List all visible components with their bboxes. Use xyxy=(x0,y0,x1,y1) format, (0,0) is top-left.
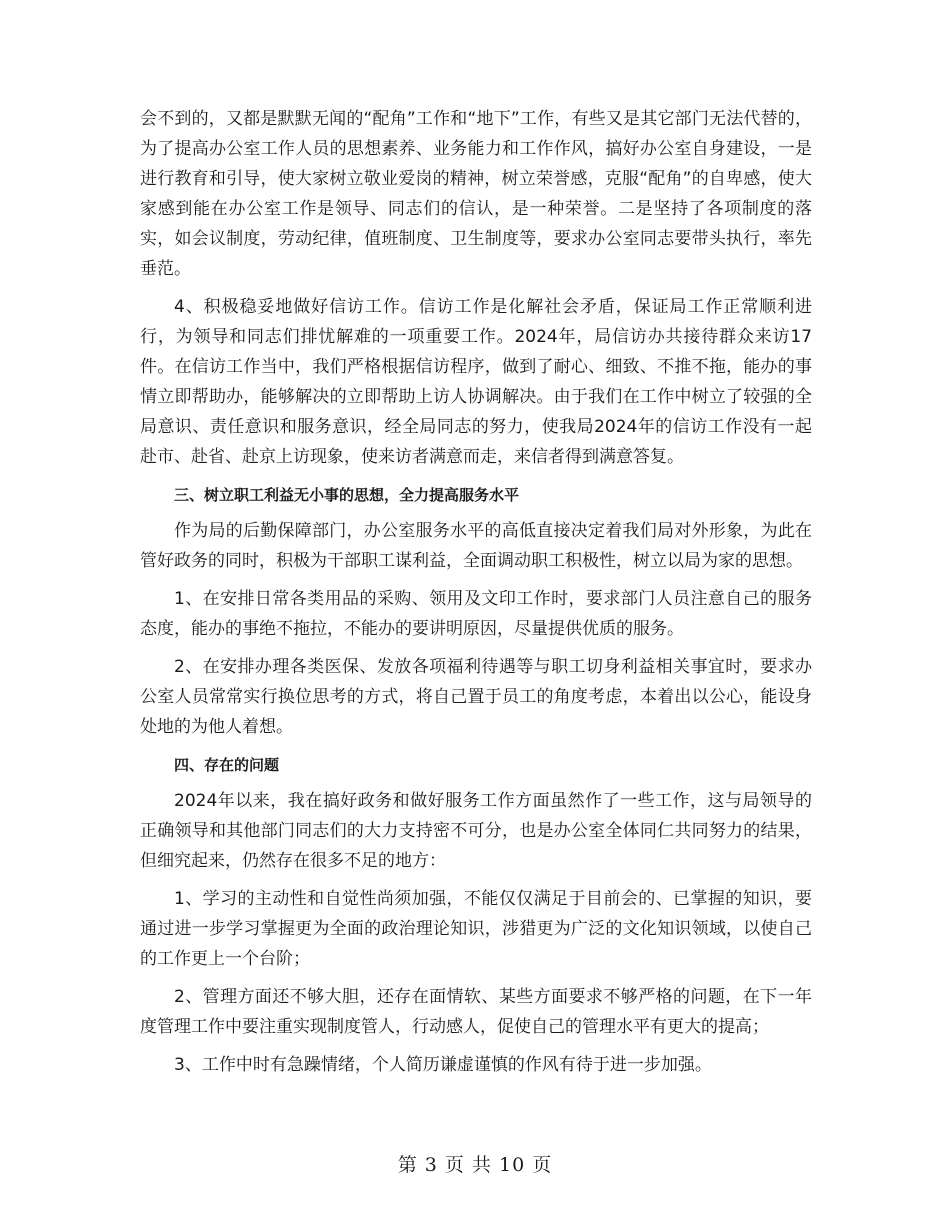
paragraph-section-4-item-1: 1、学习的主动性和自觉性尚须加强，不能仅仅满足于目前会的、已掌握的知识，要通过进一步学习掌握更为全面的政治理论知识，涉猎更为广泛的文化知识领域，以使自己的工作更上一个台阶； xyxy=(140,889,812,969)
paragraph-section-4-item-3: 3、工作中时有急躁情绪，个人简历谦虚谨慎的作风有待于进一步加强。 xyxy=(174,1055,712,1075)
paragraph-section-4-item-2: 2、管理方面还不够大胆，还存在面情软、某些方面要求不够严格的问题，在下一年度管理工作中要注重实现制度管人，行动感人，促使自己的管理水平有更大的提高； xyxy=(140,987,812,1037)
paragraph-section-3-intro: 作为局的后勤保障部门，办公室服务水平的高低直接决定着我们局对外形象，为此在管好政务的同时，积极为干部职工谋利益，全面调动职工积极性，树立以局为家的思想。 xyxy=(140,521,812,571)
paragraph-section-4-intro: 2024年以来，我在搞好政务和做好服务工作方面虽然作了一些工作，这与局领导的正确领导和其他部门同志们的大力支持密不可分，也是办公室全体同仁共同努力的结果，但细究起来，仍然存在很多不足的地方： xyxy=(140,791,812,871)
document-body xyxy=(140,104,812,1088)
page-number-footer: 第 3 页 共 10 页 xyxy=(397,1154,553,1176)
paragraph-intro: 会不到的，又都是默默无闻的“配角”工作和“地下”工作，有些又是其它部门无法代替的，为了提高办公室工作人员的思想素养、业务能力和工作作风，搞好办公室自身建设，一是进行教育和引导，使大家树立敬业爱岗的精神，树立荣誉感，克服“配角”的自卑感，使大家感到能在办公室工作是领导、同志们的信认，是一种荣誉。二是坚持了各项制度的落实，如会议制度，劳动纪律，值班制度、卫生制度等，要求办公室同志要带头执行，率先垂范。 xyxy=(140,109,812,279)
section-heading-4: 四、存在的问题 xyxy=(174,756,280,774)
section-heading-3: 三、树立职工利益无小事的思想，全力提高服务水平 xyxy=(174,486,520,504)
paragraph-item-4-petitions: 4、积极稳妥地做好信访工作。信访工作是化解社会矛盾，保证局工作正常顺利进行，为领导和同志们排忧解难的一项重要工作。2024年，局信访办共接待群众来访17件。在信访工作当中，我们严格根据信访程序，做到了耐心、细致、不推不拖，能办的事情立即帮助办，能够解决的立即帮助上访人协调解决。由于我们在工作中树立了较强的全局意识、责任意识和服务意识，经全局同志的努力，使我局2024年的信访工作没有一起赴市、赴省、赴京上访现象，使来访者满意而走，来信者得到满意答复。 xyxy=(140,297,812,467)
paragraph-section-3-item-1: 1、在安排日常各类用品的采购、领用及文印工作时，要求部门人员注意自己的服务态度，能办的事绝不拖拉，不能办的要讲明原因，尽量提供优质的服务。 xyxy=(140,589,812,639)
paragraph-section-3-item-2: 2、在安排办理各类医保、发放各项福利待遇等与职工切身利益相关事宜时，要求办公室人员常常实行换位思考的方式，将自己置于员工的角度考虑，本着出以公心，能设身处地的为他人着想。 xyxy=(140,657,812,737)
